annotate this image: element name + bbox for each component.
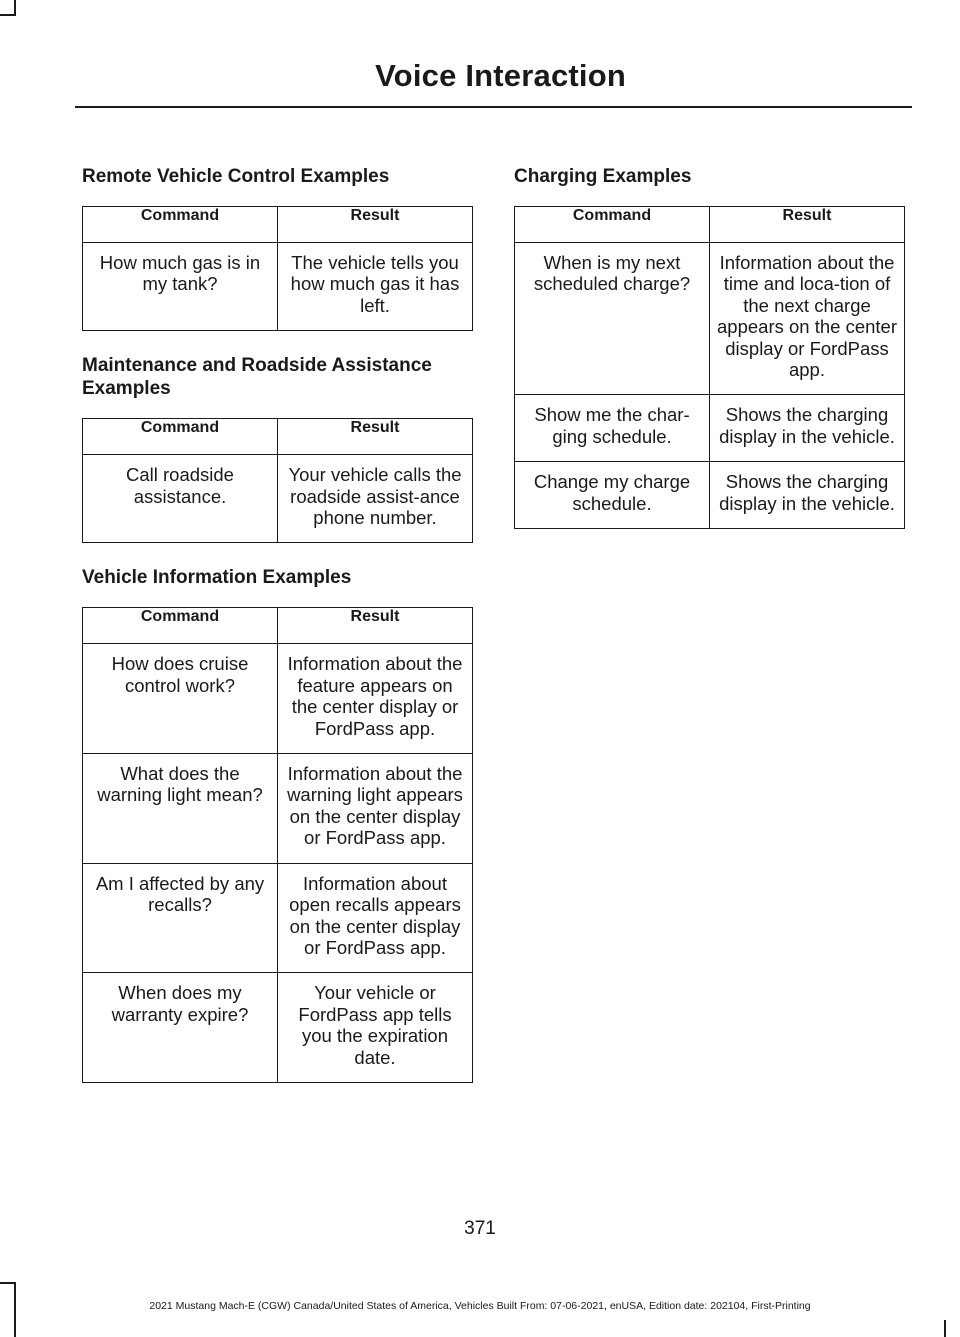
charging-table: [514, 206, 905, 529]
command-cell: Call roadside assistance.: [83, 455, 278, 543]
table-row: [83, 243, 473, 331]
section-title: Maintenance and Roadside Assistance Examples: [82, 355, 432, 400]
table-row: [83, 973, 473, 1083]
section-title: Charging Examples: [514, 166, 692, 187]
column-header-result: Result: [278, 608, 473, 644]
result-cell: Your vehicle calls the roadside assist-ance phone number.: [278, 455, 473, 543]
maintenance-roadside-table: [82, 418, 473, 543]
table-row: [515, 395, 905, 462]
table-row: [515, 462, 905, 529]
command-cell: When is my next scheduled charge?: [515, 243, 710, 395]
table-row: [83, 644, 473, 754]
table-row: [515, 243, 905, 395]
column-header-command: Command: [83, 608, 278, 644]
command-cell: How much gas is in my tank?: [83, 243, 278, 331]
command-cell: How does cruise control work?: [83, 644, 278, 754]
command-cell: Change my charge schedule.: [515, 462, 710, 529]
section-title: Remote Vehicle Control Examples: [82, 166, 390, 187]
table-row: [83, 754, 473, 864]
result-cell: The vehicle tells you how much gas it has left.: [278, 243, 473, 331]
table-header-row: [83, 419, 473, 455]
result-cell: Information about the feature appears on the center display or FordPass app.: [278, 644, 473, 754]
column-header-result: Result: [710, 207, 905, 243]
command-cell: Show me the char-ging schedule.: [515, 395, 710, 462]
crop-mark-bottom-left-h: [0, 1282, 16, 1284]
left-column: [82, 165, 473, 1106]
command-cell: What does the warning light mean?: [83, 754, 278, 864]
result-cell: Information about the warning light appears on the center display or FordPass app.: [278, 754, 473, 864]
vehicle-information-table: [82, 607, 473, 1083]
table-header-row: [83, 207, 473, 243]
result-cell: Shows the charging display in the vehicle.: [710, 462, 905, 529]
column-header-result: Result: [278, 207, 473, 243]
table-row: [83, 863, 473, 973]
page-number: 371: [464, 1218, 496, 1239]
remote-vehicle-control-table: [82, 206, 473, 331]
page-title: Voice Interaction: [375, 58, 626, 93]
table-header-row: [515, 207, 905, 243]
footer-text: 2021 Mustang Mach-E (CGW) Canada/United States of America, Vehicles Built From: 07-06-2021, enUSA, Edition date: 202104, First-Printing: [149, 1300, 811, 1312]
table-header-row: [83, 608, 473, 644]
crop-mark-bottom-right: [944, 1320, 946, 1337]
column-header-result: Result: [278, 419, 473, 455]
command-cell: Am I affected by any recalls?: [83, 863, 278, 973]
right-column: [514, 165, 905, 552]
section-title: Vehicle Information Examples: [82, 567, 352, 589]
column-header-command: Command: [515, 207, 710, 243]
crop-mark-top-left: [14, 0, 16, 14]
header-divider: [75, 106, 912, 108]
column-header-command: Command: [83, 207, 278, 243]
command-cell: When does my warranty expire?: [83, 973, 278, 1083]
result-cell: Your vehicle or FordPass app tells you the expiration date.: [278, 973, 473, 1083]
result-cell: Information about open recalls appears on the center display or FordPass app.: [278, 863, 473, 973]
result-cell: Shows the charging display in the vehicle.: [710, 395, 905, 462]
column-header-command: Command: [83, 419, 278, 455]
crop-mark-top-left-h: [0, 14, 16, 16]
result-cell: Information about the time and loca-tion of the next charge appears on the center display or FordPass app.: [710, 243, 905, 395]
table-row: [83, 455, 473, 543]
